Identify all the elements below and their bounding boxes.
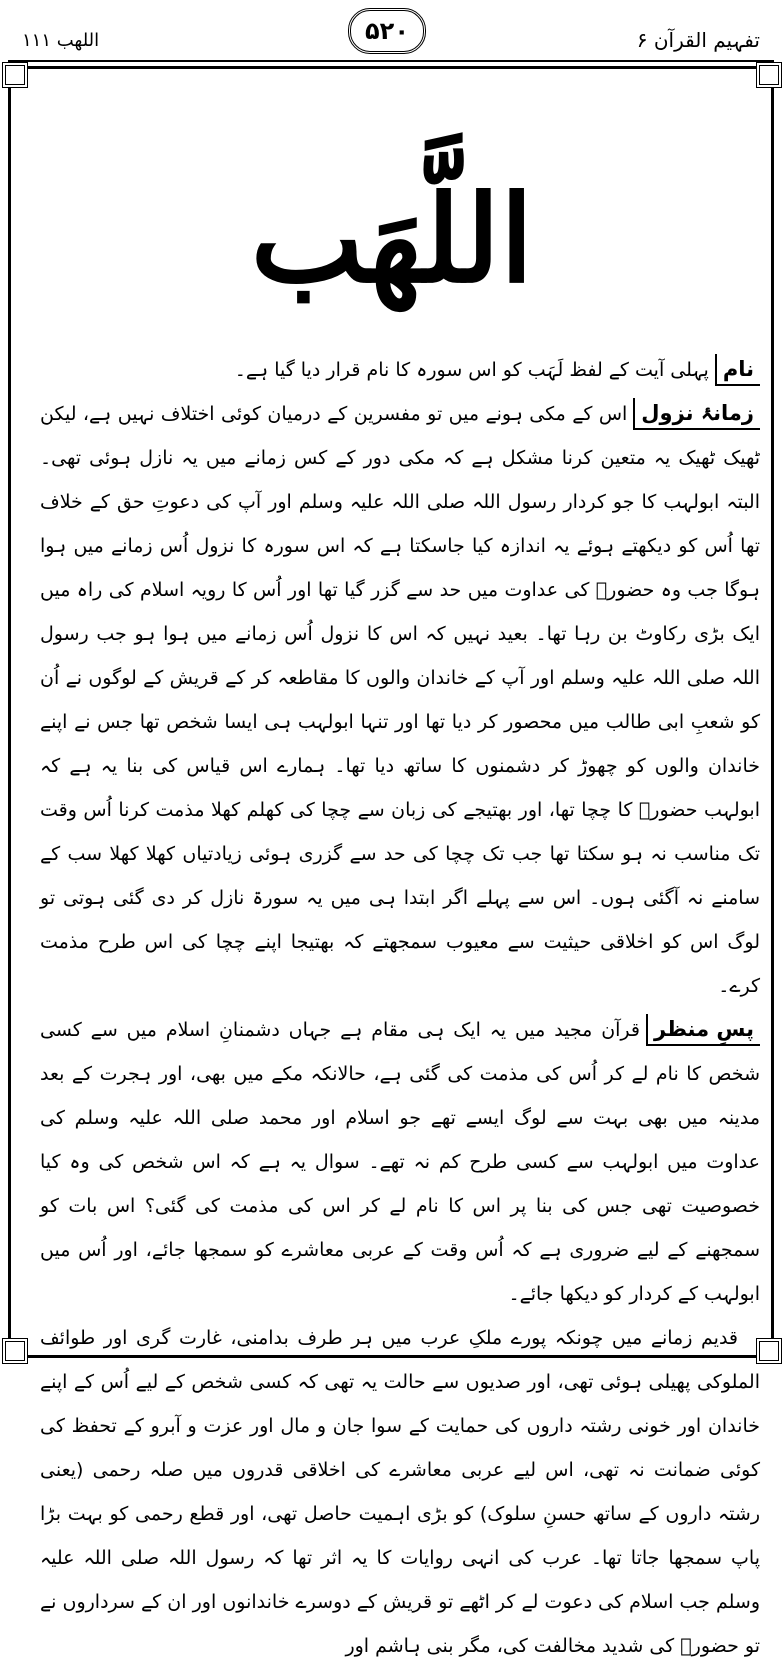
body-text xyxy=(40,348,760,1668)
section-label-name: نام xyxy=(715,354,760,386)
section-revelation-period xyxy=(40,392,760,1008)
section-background xyxy=(40,1008,760,1316)
page-header xyxy=(0,8,784,66)
paragraph-ancient-arabia xyxy=(40,1316,760,1668)
corner-ornament-top-left xyxy=(2,62,28,88)
paragraph-ancient-arabia-text: قدیم زمانے میں چونکہ پورے ملکِ عرب میں ہر طرف بدامنی، غارت گری اور طوائف الملوکی پھیلی ہوئی تھی، اور صدیوں سے حالت یہ تھی کہ کسی شخص کے لیے اُس کے اپنے خاندان اور خونی رشتہ داروں کی حمایت کے سوا جان و مال اور عزت و آبرو کے تحفظ کی کوئی ضمانت نہ تھی، اس لیے عربی معاشرے کی اخلاقی قدروں میں صلہ رحمی (یعنی رشتہ داروں کے ساتھ حسنِ سلوک) کو بڑی اہمیت حاصل تھی، اور قطع رحمی کو بہت بڑا پاپ سمجھا جاتا تھا۔ عرب کی انہی روایات کا یہ اثر تھا کہ رسول اللہ صلی اللہ علیہ وسلم جب اسلام کی دعوت لے کر اٹھے تو قریش کے دوسرے خاندانوں اور ان کے سرداروں نے تو حضورؐ کی شدید مخالفت کی، مگر بنی ہاشم اور xyxy=(40,1327,760,1657)
page-number-badge xyxy=(348,8,426,54)
section-name xyxy=(40,348,760,392)
corner-ornament-bottom-left xyxy=(2,1338,28,1364)
page-number: ۵۲۰ xyxy=(365,17,409,45)
surah-running-title: اللھب ۱۱۱ xyxy=(22,30,100,51)
book-title: تفہیم القرآن ۶ xyxy=(636,28,760,52)
section-label-revelation: زمانۂ نزول xyxy=(633,398,760,430)
section-label-background: پسِ منظر xyxy=(646,1014,760,1046)
header-rule xyxy=(8,60,774,62)
surah-title: اللَّھَب xyxy=(250,169,534,310)
section-name-text: پہلی آیت کے لفظ لَہَب کو اس سورہ کا نام قرار دیا گیا ہے۔ xyxy=(234,359,709,381)
section-background-text: قرآن مجید میں یہ ایک ہی مقام ہے جہاں دشمنانِ اسلام میں سے کسی شخص کا نام لے کر اُس کی مذمت کی گئی ہے، حالانکہ مکے میں بھی، اور ہجرت کے بعد مدینہ میں بھی بہت سے لوگ ایسے تھے جو اسلام اور محمد صلی اللہ علیہ وسلم کی عداوت میں ابولہب سے کسی طرح کم نہ تھے۔ سوال یہ ہے کہ اس شخص کی وہ کیا خصوصیت تھی جس کی بنا پر اس کا نام لے کر اس کی مذمت کی گئی؟ اس بات کو سمجھنے کے لیے ضروری ہے کہ اُس وقت کے عربی معاشرے کو سمجھا جائے، اور اُس میں ابولہب کے کردار کو دیکھا جائے۔ xyxy=(40,1019,760,1305)
corner-ornament-top-right xyxy=(756,62,782,88)
section-revelation-text: اس کے مکی ہونے میں تو مفسرین کے درمیان کوئی اختلاف نہیں ہے، لیکن ٹھیک ٹھیک یہ متعین کرنا مشکل ہے کہ مکی دور کے کس زمانے میں یہ نازل ہوئی تھی۔ البتہ ابولہب کا جو کردار رسول اللہ صلی اللہ علیہ وسلم اور آپ کی دعوتِ حق کے خلاف تھا اُس کو دیکھتے ہوئے یہ اندازہ کیا جاسکتا ہے کہ اس سورہ کا نزول اُس زمانے میں ہوا ہوگا جب وہ حضورؐ کی عداوت میں حد سے گزر گیا تھا اور اُس کا رویہ اسلام کی راہ میں ایک بڑی رکاوٹ بن رہا تھا۔ بعید نہیں کہ اس کا نزول اُس زمانے میں ہوا ہو جب رسول اللہ صلی اللہ علیہ وسلم اور آپ کے خاندان والوں کا مقاطعہ کر کے قریش کے لوگوں نے اُن کو شعبِ ابی طالب میں محصور کر دیا تھا اور تنہا ابولہب ہی ایسا شخص تھا جس نے اپنے خاندان والوں کو چھوڑ کر دشمنوں کا ساتھ دیا تھا۔ ہمارے اس قیاس کی بنا یہ ہے کہ ابولہب حضورؐ کا چچا تھا، اور بھتیجے کی زبان سے چچا کی کھلم کھلا مذمت کرنا اُس وقت تک مناسب نہ ہو سکتا تھا جب تک چچا کی حد سے گزری ہوئی زیادتیاں کھلا کھلا سب کے سامنے نہ آگئی ہوں۔ اس سے پہلے اگر ابتدا ہی میں یہ سورۃ نازل کر دی گئی ہوتی تو لوگ اس کو اخلاقی حیثیت سے معیوب سمجھتے کہ بھتیجا اپنے چچا کی اس طرح مذمت کرے۔ xyxy=(40,403,760,997)
